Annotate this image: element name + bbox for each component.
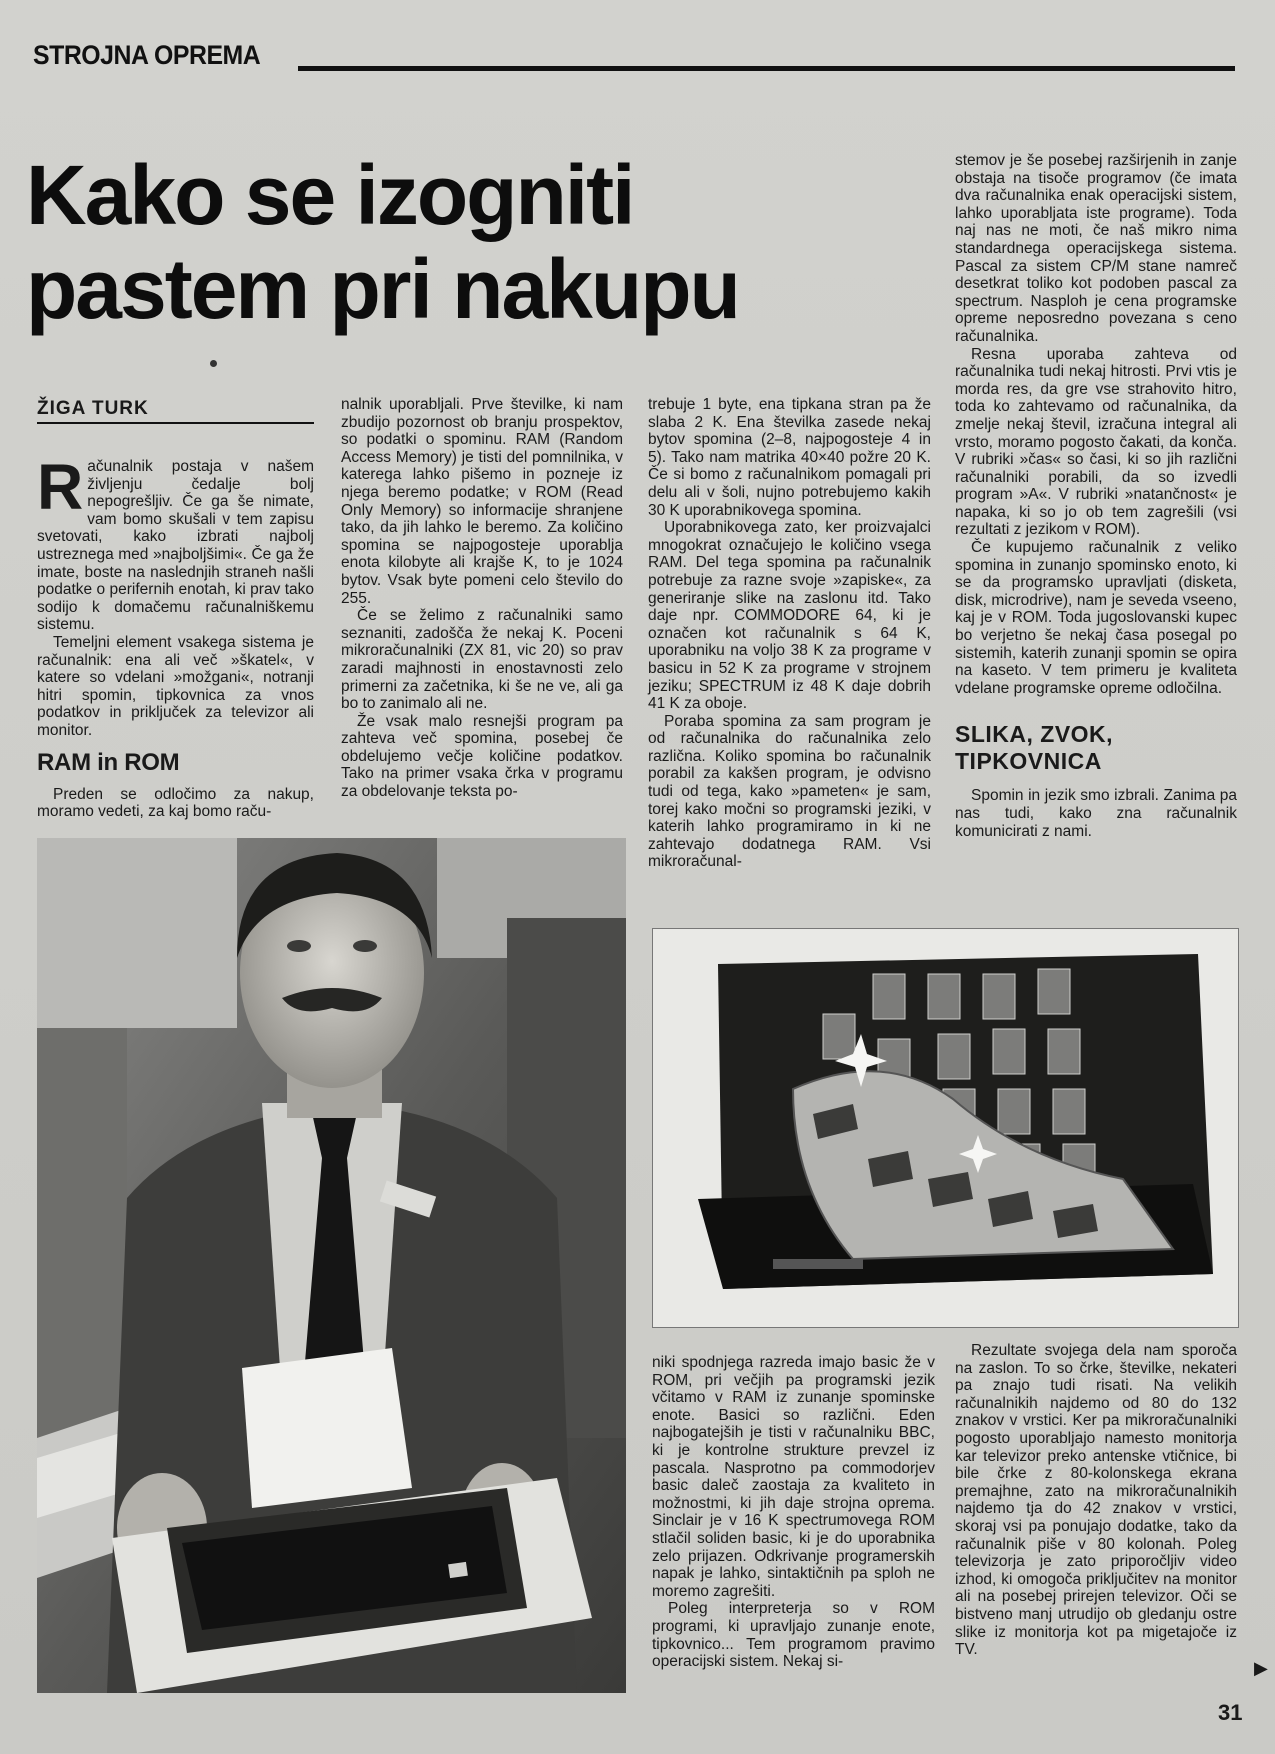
article-column-5 [652, 1354, 935, 1671]
col3-paragraph-2: Uporabnikovega zato, ker proizvajalci mnogokrat označujejo le količino vsega RAM. Del tega spomina pa računalnik potrebuje za razne svoje »zapiske«, za generiranje slike na zaslonu itd. Tako daje npr. COMMODORE 64, ki je označen kot računalnik s 64 K, uporabniku na voljo 38 K za programe v basicu in 52 K za programe v strojnem jeziku; SPECTRUM iz 48 K daje dobrih 41 K za oboje. [648, 519, 931, 713]
col4-paragraph-4: Spomin in jezik smo izbrali. Zanima pa nas tudi, kako zna računalnik komunicirati z nami. [955, 787, 1237, 840]
col1-paragraph-3: Preden se odločimo za nakup, moramo vedeti, za kaj bomo raču- [37, 785, 314, 821]
col2-paragraph-3: Že vsak malo resnejši program pa zahteva več spomina, posebej če obdelujemo večje količine podatkov. Tako na primer vsaka črka v programu za obdelovanje teksta po- [341, 712, 623, 801]
photo-man-with-printer [37, 838, 626, 1693]
col5-paragraph-1: niki spodnjega razreda imajo basic že v ROM, pri večjih pa programski jezik včitamo v RAM iz zunanje spominske enote. Basici so različni. Eden najbogatejših je tisti v računalniku BBC, ki je kontrolne strukture prevzel iz pascala. Nasprotno pa commodorjev basic daleč zaostaja za kvaliteto in možnostmi, ki jih daje strojna oprema. Sinclair je v 16 K spectrumovega ROM stlačil soliden basic, ki je do uporabnika zelo prijazen. Odkrivanje programerskih napak je lahko, sintaktičnih pa sploh ne moremo zagrešiti. [652, 1354, 935, 1600]
article-column-1 [37, 451, 314, 821]
article-column-2 [341, 396, 623, 801]
article-column-4 [955, 152, 1237, 840]
col1-paragraph-1-text: ačunalnik postaja v našem življenju čedalje bolj nepogrešljiv. Če ga še nimate, vam bomo skušali v tem zapisu svetovati, kako izbrati najbolj ustreznega med »najboljšimi«. Če ga že imate, boste na naslednjih straneh našli podatke o perifernih enotah, ki prav tako sodijo k domačemu računalniškemu sistemu. [37, 458, 314, 634]
page-number: 31 [1218, 1700, 1243, 1725]
headline-line-2: pastem pri nakupu [26, 242, 739, 336]
article-column-3 [648, 396, 931, 871]
ink-dot [210, 360, 217, 367]
subhead-slika-zvok-line-2: TIPKOVNICA [955, 748, 1102, 775]
photo-man-with-printer-image [37, 838, 626, 1693]
col3-paragraph-3: Poraba spomina za sam program je od računalnika do računalnika zelo različna. Koliko spomina bo računalnik porabil za kakšen program, je odvisno tudi od tega, kako »pameten« je sam, torej kako močni so programski jeziki, v katerih lahko programiramo in ki ne zahtevajo dodatnega RAM. Vsi mikroračunal- [648, 712, 931, 871]
illustration-computer-keyboard-image [653, 929, 1238, 1327]
section-rule [298, 66, 1235, 71]
col1-paragraph-1 [37, 451, 314, 634]
headline-line-1: Kako se izogniti [26, 148, 634, 242]
headline [26, 148, 906, 336]
byline-rule [37, 422, 314, 424]
col6-paragraph-1: Rezultate svojega dela nam sporoča na zaslon. To so črke, številke, nekateri pa znajo tudi risati. Na velikih računalnikih najdemo od 80 do 132 znakov v vrstici. Ker pa mikroračunalniki pogosto uporabljajo namesto monitorja kar televizor preko antenske vtičnice, bi bile črke z 80-kolonskega ekrana premajhne, zato na mikroračunalnikih najdemo tja do 42 znakov v vrstici, skoraj vsi pa ponujajo dodatke, tako da računalnik piše v 80 kolonah. Poleg televizorja je zato priporočljiv video izhod, ki omogoča priključitev na monitor ali na posebej prirejen televizor. Oči se bistveno manj utrudijo ob gledanju ostre slike iz monitorja kot pa migetajoče iz TV. [955, 1342, 1237, 1659]
col2-paragraph-2: Če se želimo z računalniki samo seznaniti, zadošča že nekaj K. Poceni mikroračunalniki (ZX 81, vic 20) so prav zaradi majhnosti in enostavnosti zelo primerni za začetnika, ki še ne ve, ali ga bo to zanimalo ali ne. [341, 607, 623, 713]
byline: ŽIGA TURK [37, 398, 149, 419]
col4-paragraph-3: Če kupujemo računalnik z veliko spomina in zunanjo spominsko enoto, ki se da programsko upravljati (disketa, disk, microdrive), nam je seveda vseeno, kaj je v ROM. Toda jugoslovanski kupec bo verjetno še nekaj časa posegal po sistemih, katerih zunanji spomin se opira na kaseto. V tem primeru je kvaliteta vdelane programske opreme odločilna. [955, 539, 1237, 697]
col5-paragraph-2: Poleg interpreterja so v ROM programi, ki upravljajo zunanje enote, tipkovnico... Tem programom pravimo operacijski sistem. Nekaj si- [652, 1600, 935, 1671]
subhead-slika-zvok-line-1: SLIKA, ZVOK, [955, 721, 1114, 748]
col1-paragraph-2: Temeljni element vsakega sistema je računalnik: ena ali več »škatel«, v katere so vdelani »možgani«, notranji hitri spomin, tipkovnica za vnos podatkov in priključek za televizor ali monitor. [37, 633, 314, 739]
continue-arrow-icon: ▶ [1254, 1658, 1268, 1678]
col4-paragraph-2: Resna uporaba zahteva od računalnika tudi nekaj hitrosti. Prvi vtis je morda res, da gre vse strahovito hitro, toda ko zahtevamo od računalnika, da zmelje nekaj števil, izračuna integral ali vrsto, moramo pogosto čakati, da konča. V rubriki »čas« so časi, ki so jih različni računalniki porabili, da so izvedli program »A«. V rubriki »natančnost« je napaka, ki so jo ob tem zagrešili (vsi rezultati z jezikom v ROM). [955, 345, 1237, 539]
col3-paragraph-1: trebuje 1 byte, ena tipkana stran pa že slaba 2 K. Ena številka zasede nekaj bytov spomina (2–8, najpogosteje 4 in 5). Tako nam matrika 40×40 požre 20 K. Če si bomo z računalnikom pomagali pri delu ali v šoli, nujno potrebujemo kakih 30 K uporabnikovega spomina. [648, 396, 931, 519]
subhead-slika-zvok [955, 721, 1237, 775]
dropcap: R [37, 451, 84, 523]
subhead-ram-rom: RAM in ROM [37, 748, 180, 776]
section-label: STROJNA OPREMA [33, 40, 261, 70]
col4-paragraph-1: stemov je še posebej razširjenih in zanje obstaja na tisoče programov (če imata dva računalnika enak operacijski sistem, lahko uporabljata iste programe). Toda naj nas ne moti, če naš mikro nima standardnega operacijskega sistema. Pascal za sistem CP/M stane namreč desetkrat toliko kot podoben pascal za spectrum. Nasploh je cena programske opreme neposredno povezana s ceno računalnika. [955, 152, 1237, 345]
illustration-computer-keyboard [652, 928, 1239, 1328]
article-column-6 [955, 1342, 1237, 1659]
col2-paragraph-1: nalnik uporabljali. Prve številke, ki nam zbudijo pozornost ob branju prospektov, so podatki o spominu. RAM (Random Access Memory) je tisti del pomnilnika, v katerega lahko pišemo in pozneje iz njega beremo podatke; v ROM (Read Only Memory) so informacije shranjene tako, da jih lahko le beremo. Za količino spomina se najpogosteje uporablja enota kilobyte ali krajše K, to je 1024 bytov. Vsak byte pomeni celo število do 255. [341, 396, 623, 607]
